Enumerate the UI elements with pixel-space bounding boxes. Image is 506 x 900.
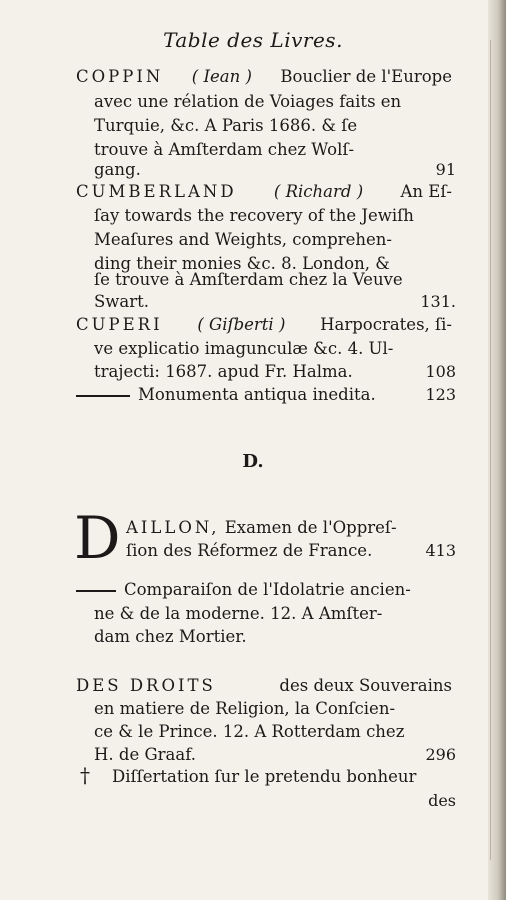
ditto-rule xyxy=(76,590,116,592)
entry-coppin-line-5: gang. xyxy=(94,160,141,179)
drop-cap: D xyxy=(74,504,121,572)
entry-daillon-line-1: Examen de l'Oppreſ- xyxy=(224,518,397,537)
entry-comparaison-line-2: ne & de la moderne. 12. A Amſter- xyxy=(94,604,383,623)
ditto-rule xyxy=(76,395,130,397)
entry-cuperi-line-3: trajecti: 1687. apud Fr. Halma. xyxy=(94,362,353,381)
entry-comparaison-line-3: dam chez Mortier. xyxy=(94,627,247,646)
entry-cuperi-given: ( Giſberti ) xyxy=(197,315,286,334)
entry-droits-line-2: en matiere de Religion, la Conſcien- xyxy=(94,699,396,718)
entry-daillon-name: AILLON, xyxy=(126,518,220,537)
entry-cuperi-line-1: Harpocrates, ſi- xyxy=(320,315,452,334)
entry-droits-line-3: ce & le Prince. 12. A Rotterdam chez xyxy=(94,722,405,741)
entry-cuperi-sub-line: Monumenta antiqua inedita. xyxy=(138,385,376,404)
entry-cuperi-line-2: ve explicatio imagunculæ &c. 4. Ul- xyxy=(94,339,394,358)
entry-dissertation-line-1: Diſſertation ſur le pretendu bonheur xyxy=(112,767,417,786)
entry-cuperi-page: 108 xyxy=(425,362,456,381)
entry-comparaison-line-1: Comparaiſon de l'Idolatrie ancien- xyxy=(124,580,411,599)
entry-cuperi-sub-page: 123 xyxy=(425,385,456,404)
section-letter: D. xyxy=(242,451,264,472)
entry-cumberland-line-1: An Eſ- xyxy=(400,182,452,201)
entry-droits-line-1: des deux Souverains xyxy=(279,676,452,695)
entry-cumberland-line-2: ſay towards the recovery of the Jewiſh xyxy=(94,206,414,225)
entry-coppin-line-2: avec une rélation de Voiages faits en xyxy=(94,92,402,111)
entry-coppin-page: 91 xyxy=(435,160,456,179)
entry-cumberland-line-5: ſe trouve à Amſterdam chez la Veuve xyxy=(94,270,403,289)
entry-cumberland-line-6: Swart. xyxy=(94,292,150,311)
entry-cumberland-given: ( Richard ) xyxy=(273,182,364,201)
entry-daillon-page: 413 xyxy=(425,541,456,560)
entry-coppin-line-1: Bouclier de l'Europe xyxy=(280,67,452,86)
entry-cumberland-page: 131. xyxy=(420,292,456,311)
entry-droits-page: 296 xyxy=(425,745,456,764)
entry-cumberland-line-3: Meaſures and Weights, comprehen- xyxy=(94,230,392,249)
entry-coppin-given: ( Iean ) xyxy=(191,67,252,86)
entry-coppin-line-3: Turquie, &c. A Paris 1686. & ſe xyxy=(94,116,358,135)
page-gutter-line xyxy=(490,40,491,860)
catchword: des xyxy=(428,791,456,810)
entry-daillon-line-2: ſion des Réformez de France. xyxy=(126,541,373,560)
entry-cumberland-name: CUMBERLAND xyxy=(76,182,237,201)
entry-droits-name: DES DROITS xyxy=(76,676,216,695)
entry-coppin-name: COPPIN xyxy=(76,67,164,86)
entry-cuperi-name: CUPERI xyxy=(76,315,163,334)
entry-cumberland-line-4: ding their monies &c. 8. London, & xyxy=(94,254,390,273)
page-header-title: Table des Livres. xyxy=(163,28,343,52)
dagger-mark: † xyxy=(80,763,90,787)
entry-droits-line-4: H. de Graaf. xyxy=(94,745,196,764)
entry-coppin-line-4: trouve à Amſterdam chez Wolſ- xyxy=(94,140,355,159)
